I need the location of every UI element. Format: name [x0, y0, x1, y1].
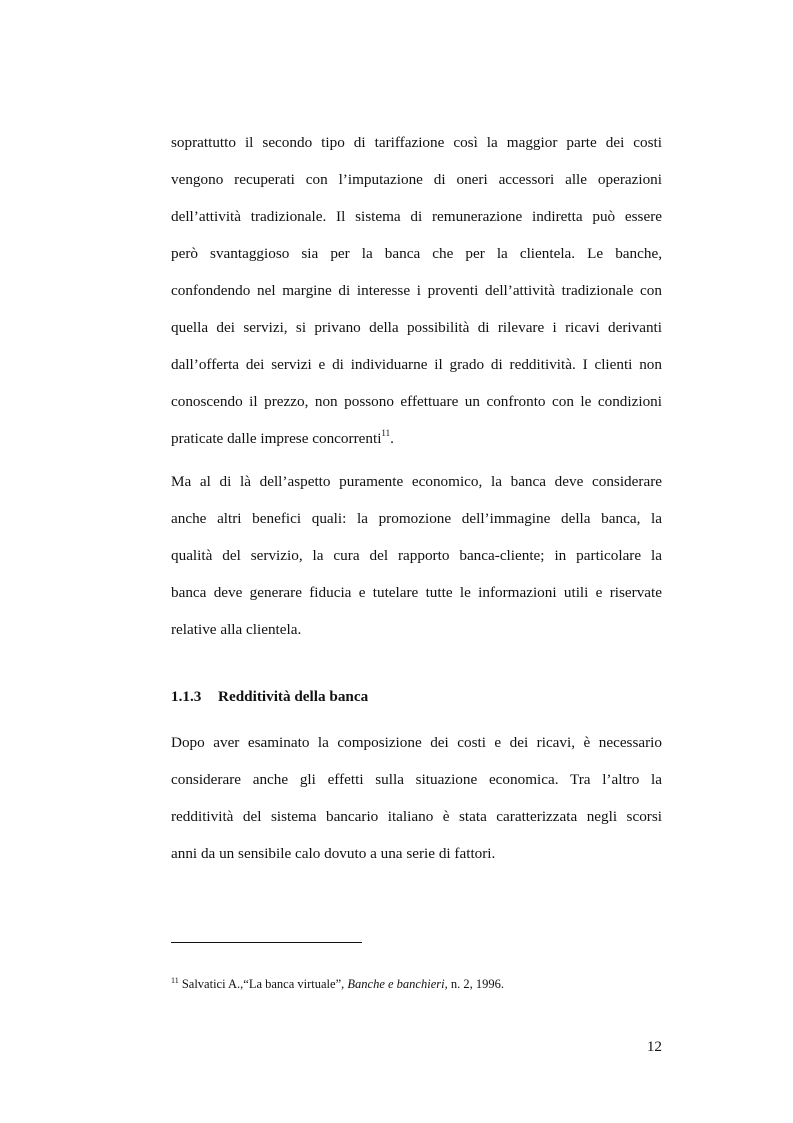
paragraph-line: vengono recuperati con l’imputazione di oneri accessori alle operazioni	[171, 171, 662, 188]
paragraph-line-end: .	[390, 430, 394, 447]
page-number: 12	[646, 1038, 662, 1055]
paragraph-line: qualità del servizio, la cura del rapporto banca-cliente; in particolare la	[171, 547, 662, 564]
footnote-reference[interactable]: 11	[381, 428, 391, 438]
paragraph-1	[171, 124, 662, 457]
section-title: Redditività della banca	[218, 688, 369, 705]
footnote-journal: Banche e banchieri	[347, 977, 445, 991]
paragraph-line: soprattutto il secondo tipo di tariffazione così la maggior parte dei costi	[171, 134, 662, 151]
footnote-text-before: Salvatici A.,“La banca virtuale”,	[181, 977, 348, 991]
section-number: 1.1.3	[171, 688, 202, 705]
paragraph-line: dell’attività tradizionale. Il sistema di remunerazione indiretta può essere	[171, 208, 662, 225]
paragraph-line: redditività del sistema bancario italiano è stata caratterizzata negli scorsi	[171, 808, 662, 825]
paragraph-last-line	[171, 420, 662, 457]
paragraph-line: relative alla clientela.	[171, 621, 302, 638]
footnote	[171, 977, 504, 992]
paragraph-line: considerare anche gli effetti sulla situazione economica. Tra l’altro la	[171, 771, 662, 788]
paragraph-line: dall’offerta dei servizi e di individuarne il grado di redditività. I clienti non	[171, 356, 662, 373]
paragraph-line: anni da un sensibile calo dovuto a una serie di fattori.	[171, 845, 496, 862]
paragraph-2	[171, 463, 662, 648]
paragraph-line: confondendo nel margine di interesse i proventi dell’attività tradizionale con	[171, 282, 662, 299]
footnote-text-after: , n. 2, 1996.	[444, 977, 504, 991]
paragraph-3	[171, 724, 662, 872]
paragraph-line: anche altri benefici quali: la promozione dell’immagine della banca, la	[171, 510, 662, 527]
footnote-divider	[171, 942, 362, 943]
paragraph-line: Dopo aver esaminato la composizione dei costi e dei ricavi, è necessario	[171, 734, 662, 751]
paragraph-line: però svantaggioso sia per la banca che per la clientela. Le banche,	[171, 245, 662, 262]
footnote-number: 11	[171, 976, 179, 985]
paragraph-line-text: praticate dalle imprese concorrenti	[171, 430, 382, 447]
section-heading	[171, 688, 368, 706]
paragraph-line: conoscendo il prezzo, non possono effettuare un confronto con le condizioni	[171, 393, 662, 410]
paragraph-line: Ma al di là dell’aspetto puramente economico, la banca deve considerare	[171, 473, 662, 490]
paragraph-line: quella dei servizi, si privano della possibilità di rilevare i ricavi derivanti	[171, 319, 662, 336]
paragraph-line: banca deve generare fiducia e tutelare tutte le informazioni utili e riservate	[171, 584, 662, 601]
